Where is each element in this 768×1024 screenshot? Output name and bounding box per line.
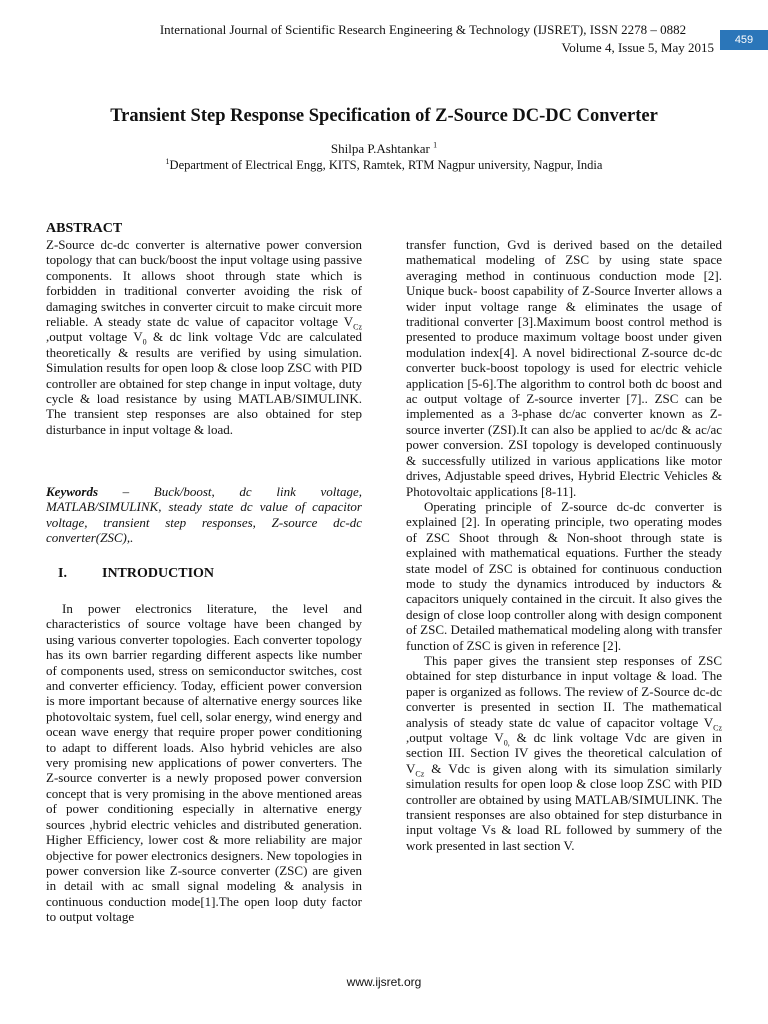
- affiliation-text: Department of Electrical Engg, KITS, Ramtek, RTM Nagpur university, Nagpur, India: [169, 158, 603, 172]
- abstract-body: Z-Source dc-dc converter is alternative power conversion topology that can buck/boost the input voltage using passive components. It allows shoot through state which is forbidden in traditional converter avoiding the risk of damaging switches in converter circuit to make circuit more reliable. A steady state dc value of capacitor voltage $V_{Cz}$ ,output voltage $V_0$ & dc link voltage Vdc are calculated theoretically & results are verified by using simulation. Simulation results for open loop & close loop ZSC with PID controller are obtained for step change in input voltage, duty cycle & load resistance by using MATLAB/SIMULINK. The transient step responses are also obtained for step disturbance in input voltage & load.: [46, 237, 362, 437]
- author-superscript: 1: [433, 140, 438, 150]
- affiliation-superscript: 1: [165, 156, 170, 166]
- keywords-paragraph: [46, 484, 362, 546]
- section-heading-introduction: [46, 566, 362, 582]
- affiliation-line: [40, 157, 728, 173]
- author-line: [40, 141, 728, 157]
- page-number-badge: 459: [720, 30, 768, 50]
- section-title: INTRODUCTION: [102, 566, 215, 581]
- keywords-text: – Buck/boost, dc link voltage, MATLAB/SIMULINK, steady state dc value of capacitor voltage, transient step responses, Z-source dc-dc converter(ZSC),.: [46, 484, 362, 546]
- footer-url: www.ijsret.org: [346, 975, 422, 989]
- volume-issue: Volume 4, Issue 5, May 2015: [561, 40, 714, 55]
- right-paragraph-2: Operating principle of Z-source dc-dc converter is explained [2]. In operating principle, two operating modes of ZSC Shoot through & Non-shoot through state is explained with mathematical equations. Further the steady state model of ZSC is obtained for continuous conduction mode to study the dynamics introduced by inductors & capacitors uniquely contained in the circuit. It also gives the design of close loop controller along with design component of ZSC. Detailed mathematical modeling along with transfer function of ZSC is given in reference [2].: [406, 498, 722, 653]
- journal-header: International Journal of Scientific Research Engineering & Technology (IJSRET), ISSN 2278 – 0882: [159, 22, 687, 37]
- subscript-cz: Cz: [353, 322, 362, 332]
- abstract-heading: ABSTRACT: [46, 221, 123, 236]
- keywords-label: Keywords: [46, 484, 98, 499]
- subscript-0: 0: [142, 338, 147, 348]
- paper-title: Transient Step Response Specification of Z-Source DC-DC Converter: [110, 106, 658, 126]
- right-paragraph-3: This paper gives the transient step responses of ZSC obtained for step disturbance in input voltage & load. The paper is organized as follows. The review of Z-Source dc-dc converter is presented in section II. The mathematical analysis of steady state dc value of capacitor voltage $V_{Cz}$ ,output voltage $V_{0,}$ & dc link voltage Vdc are given in section III. Section IV gives the theoretical calculation of $V_{Cz}$ & Vdc is given along with its simulation similarly simulation results for open loop & close loop ZSC with PID controller are obtained by using MATLAB/SIMULINK. The transient responses are also obtained for step disturbance in input voltage Vs & load RL followed by summery of the work presented in last section V.: [406, 652, 723, 853]
- author-name: Shilpa P.Ashtankar: [330, 141, 430, 156]
- right-paragraph-1: transfer function, Gvd is derived based on the detailed mathematical modeling of ZSC by using state space averaging method in continuous conduction mode [2]. Unique buck- boost capability of Z-Source Inverter allows a wider input voltage range & eliminates the usage of traditional converter [3].Maximum boost control method is presented to produce maximum voltage boost under given modulation index[4]. A novel bidirectional Z-source dc-dc converter buck-boost topology is used for electric vehicle application [5-6].The algorithm to control both dc boost and ac output voltage of Z-source inverter [7].. ZSC can be implemented as a 3-phase dc/ac converter known as Z-source inverter (ZSI).It can also be applied to ac/dc & ac/ac power conversion. ZSI topology is developed continuously & successfully utilized in various applications like motor drives, Adjustable speed drives, Hybrid Electric Vehicles & Photovoltaic applications [8-11].: [406, 237, 722, 499]
- section-number: I.: [58, 566, 67, 581]
- introduction-body: In power electronics literature, the level and characteristics of source voltage have been changed by using various converter topologies. Each converter topology has its own barrier regarding different aspects like number of components used, stress on semiconductor switches, cost and converter efficiency. Today, efficient power conversion is more important because of alternative energy sources like photovoltaic system, fuel cell, solar energy, wind energy and ocean wave energy that require proper power conditioning to adapt to different loads. Also hybrid vehicles are also very promising new applications of power converters. The Z-source converter is a newly proposed power conversion concept that is very promising in the above mentioned areas of power conditioning especially in alternative energy sources ,hybrid electric vehicles and distributed generation. Higher Efficiency, lower cost & more reliability are major objective for power electronics designers. New topologies in power conversion like Z-source converter (ZSC) are given in detail with ac small signal modeling & analysis in continuous conduction mode[1].The open loop duty factor to output voltage: [46, 601, 362, 925]
- right-column: [406, 237, 722, 853]
